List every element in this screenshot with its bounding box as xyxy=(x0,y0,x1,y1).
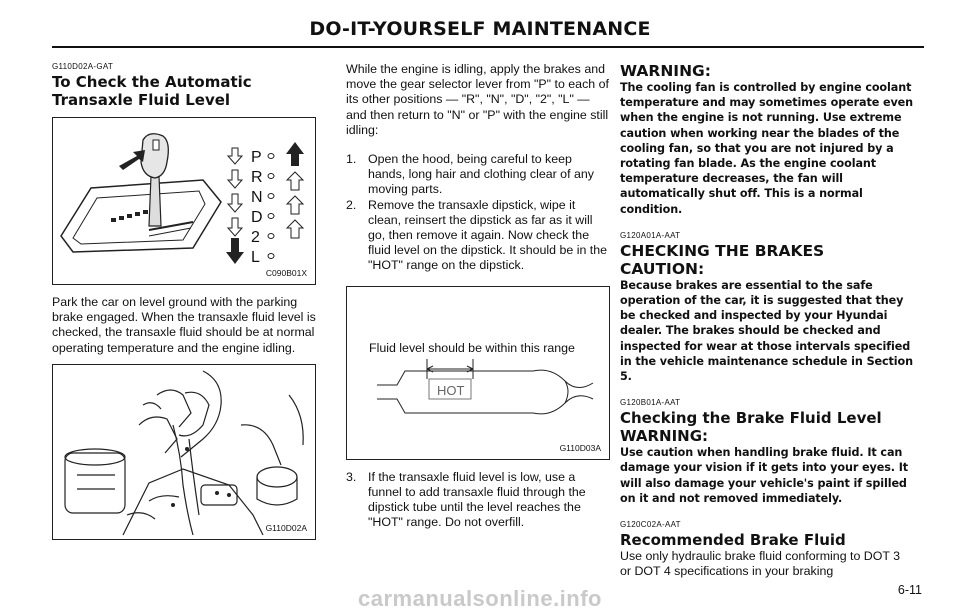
section-title: To Check the Automatic Transaxle Fluid Level xyxy=(52,73,252,109)
section-code: G120B01A-AAT xyxy=(620,398,681,408)
step-item xyxy=(346,198,610,274)
step-item xyxy=(346,470,610,531)
step-number: 2. xyxy=(346,197,357,212)
figure-gear-selector xyxy=(52,117,316,285)
section-title: Recommended Brake Fluid xyxy=(620,531,846,550)
procedure-steps-b xyxy=(346,470,610,531)
gear-letter-r: R xyxy=(251,169,263,186)
gear-letter-2: 2 xyxy=(251,229,260,246)
section-title: Checking the Brake Fluid Level xyxy=(620,409,882,428)
step-text: Open the hood, being careful to keep hands, long hair and clothing clear of any moving parts. xyxy=(368,152,594,197)
warning-title: WARNING: xyxy=(620,62,711,80)
step-number: 1. xyxy=(346,152,357,167)
page-number: 6-11 xyxy=(897,583,922,597)
figure-label: C090B01X xyxy=(265,268,307,278)
intro-paragraph: Park the car on level ground with the parking brake engaged. When the transaxle fluid level is checked, the transaxle fluid should be at normal operating temperature and the engine idling. xyxy=(52,295,316,355)
warning-text: Use caution when handling brake fluid. It can damage your vision if it gets into your eyes. It will also damage your vehicle's paint if spilled on it and not removed immediately. xyxy=(620,446,909,505)
checking-brakes-section xyxy=(620,231,914,384)
gear-letter-n: N xyxy=(251,189,263,206)
step-text: Remove the transaxle dipstick, wipe it clean, reinsert the dipstick as far as it will go, then remove it again. Now check the fluid level on the dipstick. It should be in the "HOT" range on the dipstick. xyxy=(368,197,608,273)
figure-label: G110D03A xyxy=(559,442,601,453)
dipstick-illustration xyxy=(347,287,609,459)
header-rule xyxy=(52,46,924,48)
gear-selector-illustration xyxy=(53,118,315,284)
selector-instructions: While the engine is idling, apply the brakes and move the gear selector lever from "P" to each of its other positions — "R", "N", "D", "2", "L" — and then return to "N" or "P" with the engine still idling: xyxy=(346,62,609,137)
gear-letter-d: D xyxy=(251,209,263,226)
recommended-brake-fluid-section xyxy=(620,520,914,579)
step-text: If the transaxle fluid level is low, use a funnel to add transaxle fluid through the dipstick tube until the level reaches the "HOT" range. Do not overfill. xyxy=(368,469,586,530)
column-middle xyxy=(346,62,610,530)
step-number: 3. xyxy=(346,469,357,484)
figure-dipstick-engine xyxy=(52,364,316,540)
cooling-fan-warning xyxy=(620,62,914,217)
column-left xyxy=(52,62,318,540)
gear-letter-l: L xyxy=(251,249,260,266)
caution-text: Because brakes are essential to the safe operation of the car, it is suggested that they be checked and inspected by your Hyundai dealer. The brakes should be checked and inspected for wear at those intervals specified in the vehicle maintenance schedule in Section 5. xyxy=(620,278,913,384)
procedure-steps-a xyxy=(346,152,610,274)
warning-title: WARNING: xyxy=(620,427,709,446)
column-right xyxy=(620,62,914,579)
watermark: carmanualsonline.info xyxy=(358,586,602,611)
hot-mark-label: HOT xyxy=(437,382,465,398)
page-header-title: DO-IT-YOURSELF MAINTENANCE xyxy=(309,18,651,40)
section-code: G110D02A-GAT xyxy=(52,62,114,71)
section-code: G120C02A-AAT xyxy=(620,520,681,530)
figure-dipstick-level xyxy=(346,286,610,460)
caution-title: CAUTION: xyxy=(620,259,705,278)
section-text: Use only hydraulic brake fluid conforming to DOT 3 or DOT 4 specifications in your braking xyxy=(620,549,901,579)
section-code: G120A01A-AAT xyxy=(620,230,681,240)
section-title: CHECKING THE BRAKES xyxy=(620,241,825,260)
warning-text: The cooling fan is controlled by engine coolant temperature and may sometimes operate even when the engine is not running. Use extreme caution when working near the blades of the cooling fan, so that you are not injured by a rotating fan blade. As the engine coolant temperature decreases, the fan will automatically shut off. This is a normal condition. xyxy=(620,81,914,216)
figure-label: G110D02A xyxy=(265,522,307,533)
brake-fluid-level-section xyxy=(620,398,914,506)
fluid-level-caption: Fluid level should be within this range xyxy=(369,340,575,355)
gear-letter-p: P xyxy=(251,149,262,166)
engine-bay-illustration xyxy=(53,365,315,539)
step-item xyxy=(346,152,610,198)
